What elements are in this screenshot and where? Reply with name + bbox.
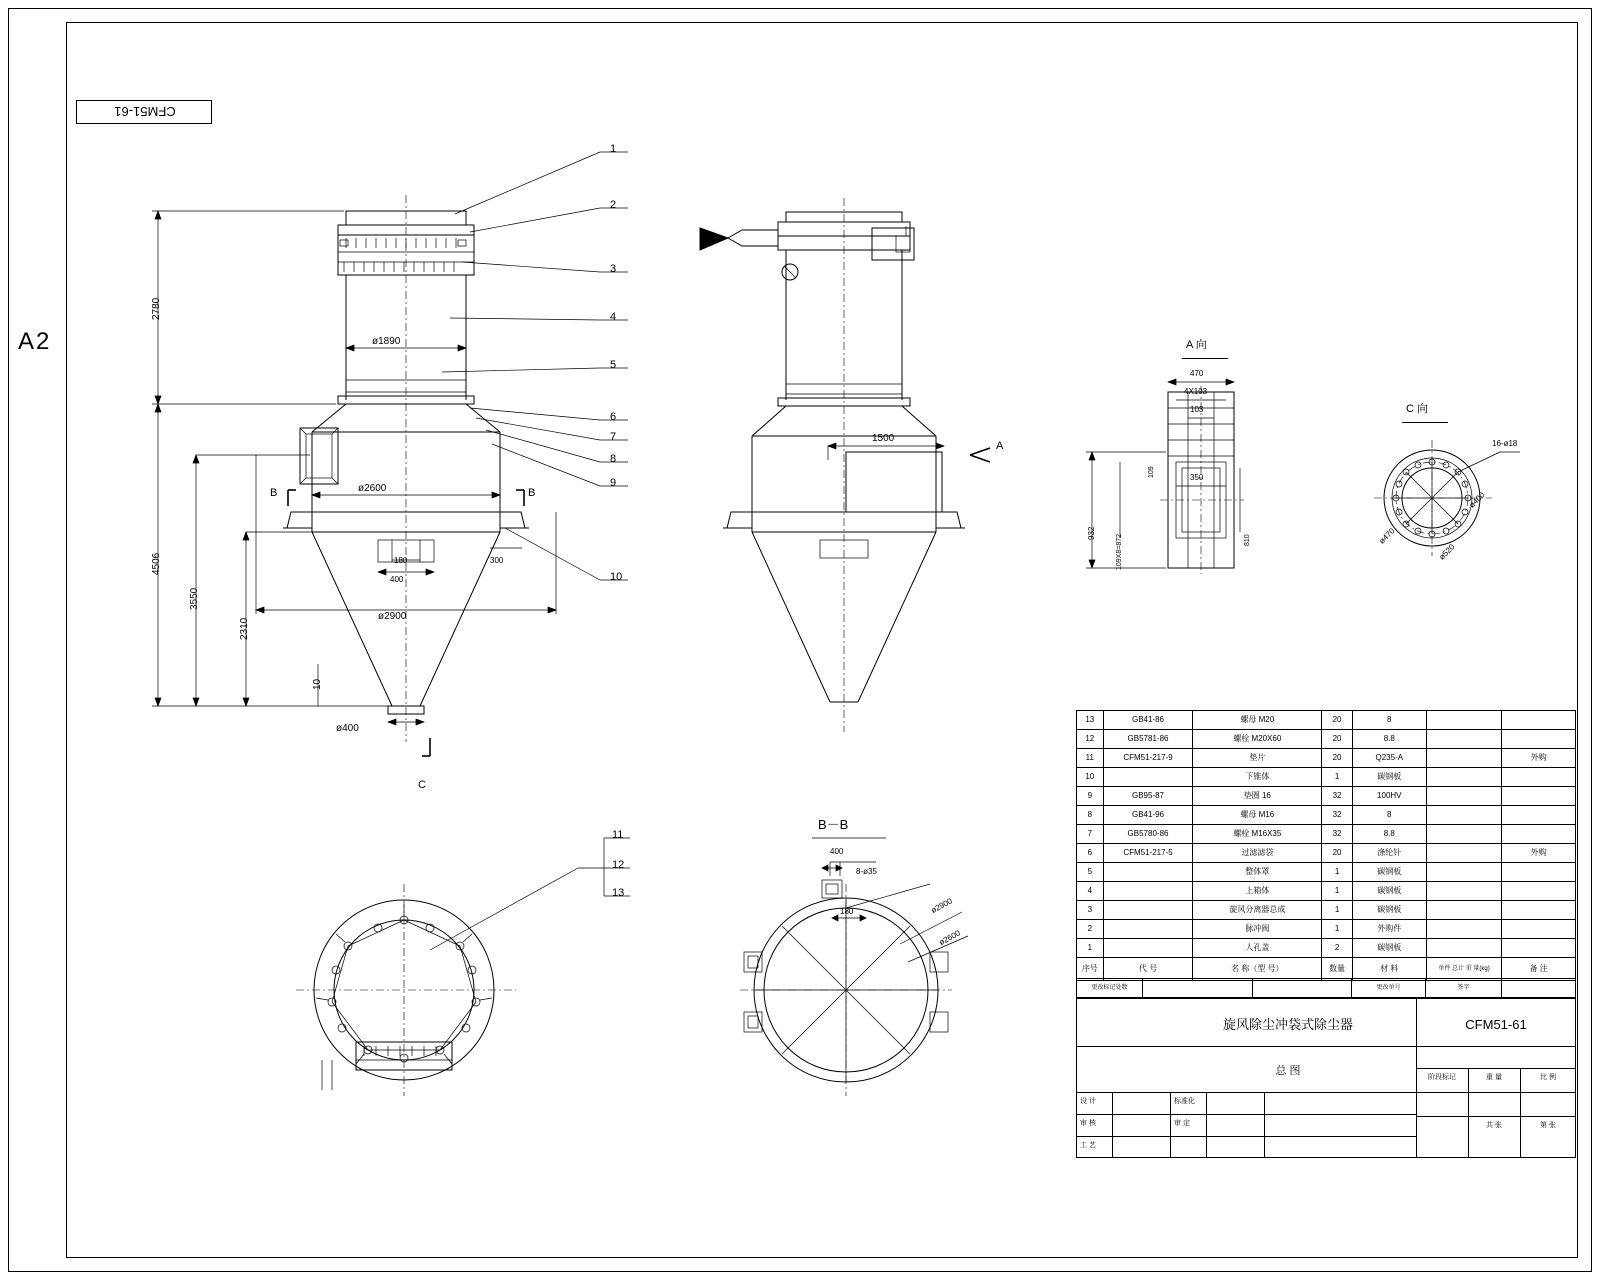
cell-weight [1426,920,1502,939]
dim-bb-d2900: ø2900 [929,896,954,916]
row-standardize: 标准化 [1174,1098,1195,1105]
table-row [1077,844,1576,863]
dim-d2900: ø2900 [378,611,407,622]
cell-code: CFM51-217-5 [1103,844,1193,863]
cell-code [1103,863,1193,882]
cell-name: 整体罩 [1193,863,1322,882]
cell-remark: 外购 [1502,844,1576,863]
cell-no: 5 [1077,863,1104,882]
cell-no: 1 [1077,939,1104,958]
cell-material: Q235-A [1352,749,1426,768]
cell-remark [1502,882,1576,901]
cell-code [1103,901,1193,920]
dim-d470: ø470 [1377,526,1397,546]
cell-remark [1502,730,1576,749]
dim-3550: 3550 [189,587,200,610]
cell-qty: 20 [1322,844,1353,863]
dim-300: 300 [490,556,504,565]
cell-name: 垫圈 16 [1193,787,1322,806]
cell-material: 8 [1352,806,1426,825]
cell-no: 2 [1077,920,1104,939]
cell-qty: 32 [1322,825,1353,844]
cell-material: 8 [1352,711,1426,730]
title-block-vdiv-5 [1170,1092,1171,1158]
cell-name: 螺栓 M16X35 [1193,825,1322,844]
title-block-vdiv-2 [1468,1068,1469,1158]
cell-name: 旋风分离器总成 [1193,901,1322,920]
callout-13: 13 [612,887,625,899]
cell-code: GB41-86 [1103,711,1193,730]
cell-qty: 1 [1322,768,1353,787]
cell-material: 碳钢板 [1352,863,1426,882]
cell-code [1103,939,1193,958]
cell-no: 10 [1077,768,1104,787]
dim-d1890: ø1890 [372,336,401,347]
rev-blank-1 [1143,979,1252,998]
cell-qty: 20 [1322,730,1353,749]
cell-weight [1426,901,1502,920]
meta-total-sheets: 共 张 [1486,1122,1502,1129]
cell-weight [1426,825,1502,844]
dim-4506: 4506 [151,552,162,575]
cell-name: 螺母 M16 [1193,806,1322,825]
view-c-title-underline [1402,422,1448,423]
cell-remark: 外购 [1502,749,1576,768]
dim-d520: ø520 [1437,542,1457,562]
cell-qty: 32 [1322,787,1353,806]
title-block-vdiv-1 [1416,998,1417,1158]
header-name: 名 称（型 号） [1193,958,1322,981]
dim-2310: 2310 [239,617,250,640]
dim-bb-180: 180 [840,907,854,916]
dim-4x103: 4X103 [1184,387,1208,396]
cell-name: 人孔盖 [1193,939,1322,958]
dim-bb-400: 400 [830,847,844,856]
title-block-hdiv-5 [1076,1114,1416,1115]
dim-bb-d2600: ø2600 [937,928,962,948]
dim-350: 350 [1190,473,1204,482]
cell-material: 8.8 [1352,825,1426,844]
callout-6: 6 [610,411,617,423]
dim-d2600: ø2600 [358,483,387,494]
dim-932: 932 [1087,526,1096,540]
cell-qty: 2 [1322,939,1353,958]
cell-weight [1426,711,1502,730]
cell-remark [1502,787,1576,806]
cell-code: CFM51-217-9 [1103,749,1193,768]
section-mark-a: A [996,440,1004,452]
table-row [1077,882,1576,901]
cell-no: 7 [1077,825,1104,844]
section-mark-b-right: B [528,487,536,499]
dim-10: 10 [312,678,323,690]
title-block-vdiv-6 [1206,1092,1207,1158]
meta-sheet-no: 第 张 [1540,1122,1556,1129]
cell-weight [1426,730,1502,749]
title-block-vdiv-4 [1112,1092,1113,1158]
dim-180: 180 [394,556,408,565]
callout-3: 3 [610,263,617,275]
cell-code: GB95-87 [1103,787,1193,806]
cell-name: 螺母 M20 [1193,711,1322,730]
meta-stage: 阶段标记 [1428,1074,1456,1081]
title-block-hdiv-2 [1076,1092,1576,1093]
callout-2: 2 [610,199,617,211]
cell-code: GB5780-86 [1103,825,1193,844]
cell-qty: 1 [1322,882,1353,901]
dim-103: 103 [1190,405,1204,414]
drawing-code: CFM51-61 [1465,1017,1527,1032]
rev-label-order: 更改单号 [1352,979,1426,998]
dim-8-d35: 8-ø35 [856,867,877,876]
cell-no: 4 [1077,882,1104,901]
meta-scale: 比 例 [1540,1074,1556,1081]
row-design: 设 计 [1080,1098,1096,1105]
cell-qty: 20 [1322,711,1353,730]
parts-table [1076,710,1576,981]
table-row [1077,901,1576,920]
title-block-hdiv-6 [1076,1136,1416,1137]
cell-material: 碳钢板 [1352,939,1426,958]
cell-material: 涤纶针 [1352,844,1426,863]
cell-no: 3 [1077,901,1104,920]
cell-material: 外购件 [1352,920,1426,939]
cell-weight [1426,844,1502,863]
header-weight: 单件 总计 重 量(kg) [1426,958,1502,981]
title-block-hdiv-1 [1076,1046,1576,1047]
cell-qty: 1 [1322,863,1353,882]
row-process: 工 艺 [1080,1142,1096,1149]
table-row [1077,825,1576,844]
view-a-title-underline [1182,358,1228,359]
sheet-format-label: A2 [18,328,52,355]
header-code: 代 号 [1103,958,1193,981]
dim-d400: ø400 [1467,490,1487,510]
title-block-vdiv-3 [1520,1068,1521,1158]
rev-blank-2 [1252,979,1352,998]
cell-remark [1502,939,1576,958]
callout-10: 10 [610,571,623,583]
cell-remark [1502,863,1576,882]
cell-name: 脉冲阀 [1193,920,1322,939]
cell-weight [1426,806,1502,825]
table-row [1077,787,1576,806]
cell-remark [1502,920,1576,939]
header-remark: 备 注 [1502,958,1576,981]
dim-d400-bottom: ø400 [336,723,359,734]
cell-remark [1502,901,1576,920]
rev-label-sign: 签字 [1426,979,1502,998]
cell-weight [1426,939,1502,958]
table-row [1077,939,1576,958]
title-block-hdiv-4 [1416,1116,1576,1117]
callout-12: 12 [612,859,625,871]
table-row [1077,806,1576,825]
dim-109: 109 [1148,466,1155,478]
row-approve: 审 定 [1174,1120,1190,1127]
cell-qty: 1 [1322,901,1353,920]
callout-8: 8 [610,453,617,465]
cell-code [1103,920,1193,939]
drawing-name: 旋风除尘冲袋式除尘器 [1222,1017,1354,1032]
cell-qty: 20 [1322,749,1353,768]
callout-4: 4 [610,311,617,323]
title-block-hdiv-3 [1416,1068,1576,1069]
dim-810: 810 [1244,534,1251,546]
drawing-subtitle: 总 图 [1275,1065,1301,1077]
dim-2780: 2780 [151,297,162,320]
cell-no: 13 [1077,711,1104,730]
cell-material: 碳钢板 [1352,901,1426,920]
corner-code-label: CFM51-61 [114,104,176,119]
cell-weight [1426,749,1502,768]
cell-weight [1426,863,1502,882]
callout-1: 1 [610,143,617,155]
table-row [1077,768,1576,787]
dim-470: 470 [1190,369,1204,378]
dim-400: 400 [390,575,404,584]
cell-weight [1426,882,1502,901]
cell-remark [1502,825,1576,844]
cell-material: 100HV [1352,787,1426,806]
cell-material: 碳钢板 [1352,882,1426,901]
dim-109x8: 109X8=872 [1116,533,1123,570]
dim-16-d18: 16-ø18 [1492,439,1518,448]
cell-remark [1502,806,1576,825]
table-row [1077,979,1576,998]
cell-material: 8.8 [1352,730,1426,749]
meta-weight: 重 量 [1486,1074,1502,1081]
cell-code [1103,768,1193,787]
cell-qty: 1 [1322,920,1353,939]
cell-name: 上箱体 [1193,882,1322,901]
title-block-vdiv-7 [1264,1092,1265,1158]
rev-blank-3 [1502,979,1576,998]
cell-name: 过滤滤袋 [1193,844,1322,863]
cell-weight [1426,787,1502,806]
view-a-title: A 向 [1186,339,1207,351]
callout-9: 9 [610,477,617,489]
table-row [1077,863,1576,882]
callout-5: 5 [610,359,617,371]
section-mark-b-left: B [270,487,278,499]
cell-code: GB5781-86 [1103,730,1193,749]
table-row [1077,730,1576,749]
cell-no: 6 [1077,844,1104,863]
table-row [1077,920,1576,939]
cell-qty: 32 [1322,806,1353,825]
cell-no: 9 [1077,787,1104,806]
header-no: 序号 [1077,958,1104,981]
cell-no: 11 [1077,749,1104,768]
cell-weight [1426,768,1502,787]
revision-strip [1076,978,1576,998]
cell-code [1103,882,1193,901]
header-material: 材 料 [1352,958,1426,981]
view-c-title: C 向 [1406,403,1428,415]
cell-material: 碳钢板 [1352,768,1426,787]
section-bb-title: B－B [818,817,849,832]
header-qty: 数量 [1322,958,1353,981]
cell-code: GB41-96 [1103,806,1193,825]
callout-11: 11 [612,829,624,841]
rev-label-change: 更改标记处数 [1077,979,1143,998]
dim-1500: 1500 [872,433,895,444]
cell-name: 下锥体 [1193,768,1322,787]
table-row [1077,711,1576,730]
cell-no: 12 [1077,730,1104,749]
table-row [1077,749,1576,768]
cell-name: 垫片 [1193,749,1322,768]
cell-remark [1502,768,1576,787]
row-check: 审 核 [1080,1120,1096,1127]
cell-no: 8 [1077,806,1104,825]
callout-7: 7 [610,431,617,443]
section-mark-c: C [418,779,426,791]
cell-name: 螺栓 M20X60 [1193,730,1322,749]
cell-remark [1502,711,1576,730]
